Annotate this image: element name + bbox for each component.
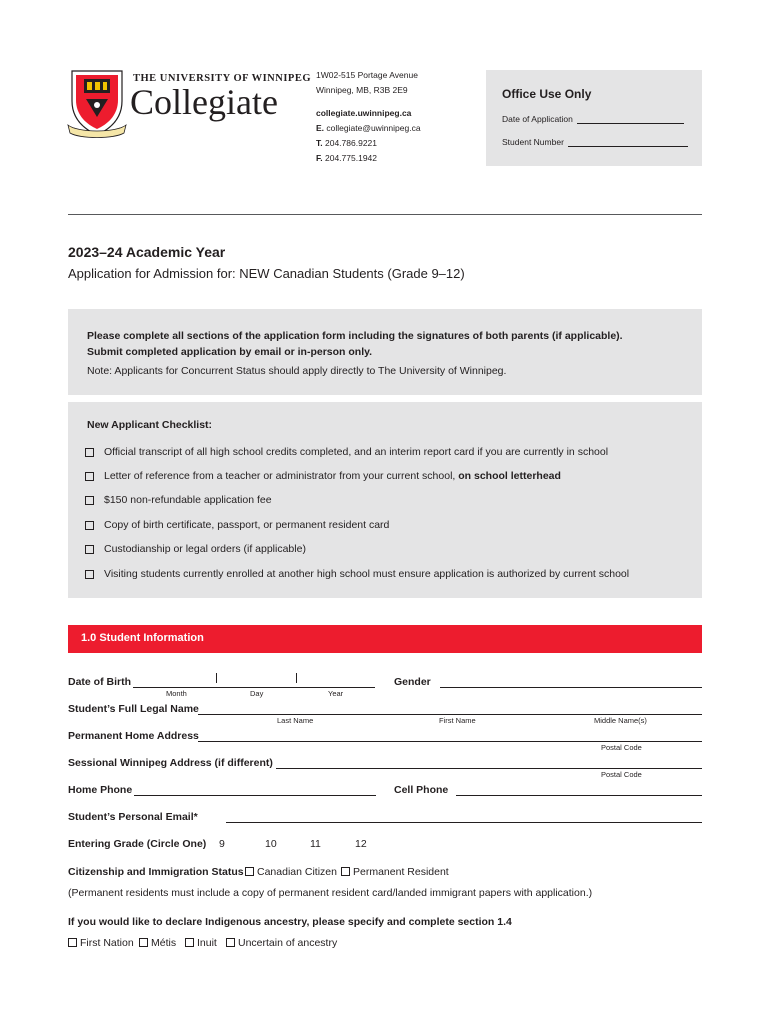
checkbox[interactable] [85,448,94,457]
date-of-application-row [502,114,684,124]
section-title: 1.0 Student Information [81,632,204,644]
dob-label: Date of Birth [68,676,131,688]
university-name: THE UNIVERSITY OF WINNIPEG [133,73,312,84]
grade-option-12[interactable]: 12 [355,838,367,850]
sessional-address-label: Sessional Winnipeg Address (if different) [68,757,273,769]
gender-field[interactable] [440,687,702,688]
checkbox[interactable] [185,938,194,947]
last-name-caption: Last Name [277,716,314,725]
checkbox[interactable] [85,496,94,505]
address-line1: 1W02-515 Portage Avenue [316,70,418,80]
school-name: Collegiate [130,82,278,122]
home-phone-label: Home Phone [68,784,133,796]
permanent-resident-note: (Permanent residents must include a copy of permanent resident card/landed immigrant papers with application.) [68,887,593,899]
inuit-option[interactable]: Inuit [185,937,217,949]
cell-phone-label: Cell Phone [394,784,449,796]
personal-email-field[interactable] [226,822,702,823]
permanent-resident-option[interactable]: Permanent Resident [341,866,449,878]
home-phone-field[interactable] [134,795,376,796]
header-divider [68,214,702,215]
checkbox[interactable] [85,472,94,481]
fax-prefix: F. [316,153,323,163]
academic-year-title: 2023–24 Academic Year [68,244,226,260]
uncertain-ancestry-option[interactable]: Uncertain of ancestry [226,937,337,949]
office-use-title: Office Use Only [502,87,592,101]
checklist-heading: New Applicant Checklist: [87,419,213,431]
checklist-item: $150 non-refundable application fee [85,494,272,506]
university-crest-icon [66,67,128,139]
dob-day-caption: Day [250,689,264,698]
checklist-item: Visiting students currently enrolled at another high school must ensure application is authorized by current school [85,568,629,580]
section-header-student-info [68,625,702,653]
date-of-application-field[interactable] [577,116,684,124]
sessional-address-field[interactable] [276,768,702,769]
checkbox[interactable] [139,938,148,947]
checkbox[interactable] [85,521,94,530]
first-nation-option[interactable]: First Nation [68,937,134,949]
date-of-application-label: Date of Application [502,114,573,124]
cell-phone-field[interactable] [456,795,702,796]
phone-prefix: T. [316,138,323,148]
dob-separator [296,673,297,683]
checklist-panel [68,402,702,598]
instructions-line2: Submit completed application by email or in-person only. [87,346,373,358]
checkbox[interactable] [68,938,77,947]
checklist-item: Letter of reference from a teacher or administrator from your current school, on school letterhead [85,470,561,482]
legal-name-label: Student’s Full Legal Name [68,703,199,715]
student-number-field[interactable] [568,139,688,147]
dob-year-caption: Year [328,689,344,698]
indigenous-label: If you would like to declare Indigenous ancestry, please specify and complete section 1.4 [68,916,512,928]
checkbox[interactable] [85,545,94,554]
grade-option-10[interactable]: 10 [265,838,277,850]
checkbox[interactable] [245,867,254,876]
legal-name-field[interactable] [198,714,702,715]
home-address-label: Permanent Home Address [68,730,199,742]
student-number-label: Student Number [502,137,564,147]
contact-block [316,68,421,166]
checkbox[interactable] [85,570,94,579]
checklist-item: Copy of birth certificate, passport, or permanent resident card [85,519,389,531]
personal-email-label: Student’s Personal Email* [68,811,198,823]
student-number-row [502,137,688,147]
instructions-line1: Please complete all sections of the application form including the signatures of both parents (if applicable). [87,330,623,342]
email-link[interactable]: collegiate@uwinnipeg.ca [326,123,421,133]
middle-names-caption: Middle Name(s) [594,716,647,725]
postal-code-caption: Postal Code [601,770,642,779]
checkbox[interactable] [341,867,350,876]
application-subtitle: Application for Admission for: NEW Canadian Students (Grade 9–12) [68,266,465,281]
grade-option-9[interactable]: 9 [219,838,225,850]
fax-number: 204.775.1942 [325,153,377,163]
entering-grade-label: Entering Grade (Circle One) [68,838,207,850]
grade-option-11[interactable]: 11 [310,838,321,850]
metis-option[interactable]: Métis [139,937,176,949]
canadian-citizen-option[interactable]: Canadian Citizen [245,866,337,878]
checklist-item: Custodianship or legal orders (if applicable) [85,543,306,555]
gender-label: Gender [394,676,431,688]
checklist-item: Official transcript of all high school credits completed, and an interim report card if you are currently in school [85,446,608,458]
checkbox[interactable] [226,938,235,947]
first-name-caption: First Name [439,716,476,725]
instructions-panel [68,309,702,395]
email-prefix: E. [316,123,325,133]
address-line2: Winnipeg, MB, R3B 2E9 [316,85,408,95]
dob-field[interactable] [133,687,375,688]
postal-code-caption: Postal Code [601,743,642,752]
dob-separator [216,673,217,683]
citizenship-label: Citizenship and Immigration Status [68,866,244,878]
concurrent-status-note: Note: Applicants for Concurrent Status should apply directly to The University of Winnipeg. [87,365,507,377]
home-address-field[interactable] [198,741,702,742]
dob-month-caption: Month [166,689,187,698]
phone-number: 204.786.9221 [325,138,377,148]
website-link[interactable]: collegiate.uwinnipeg.ca [316,108,412,118]
